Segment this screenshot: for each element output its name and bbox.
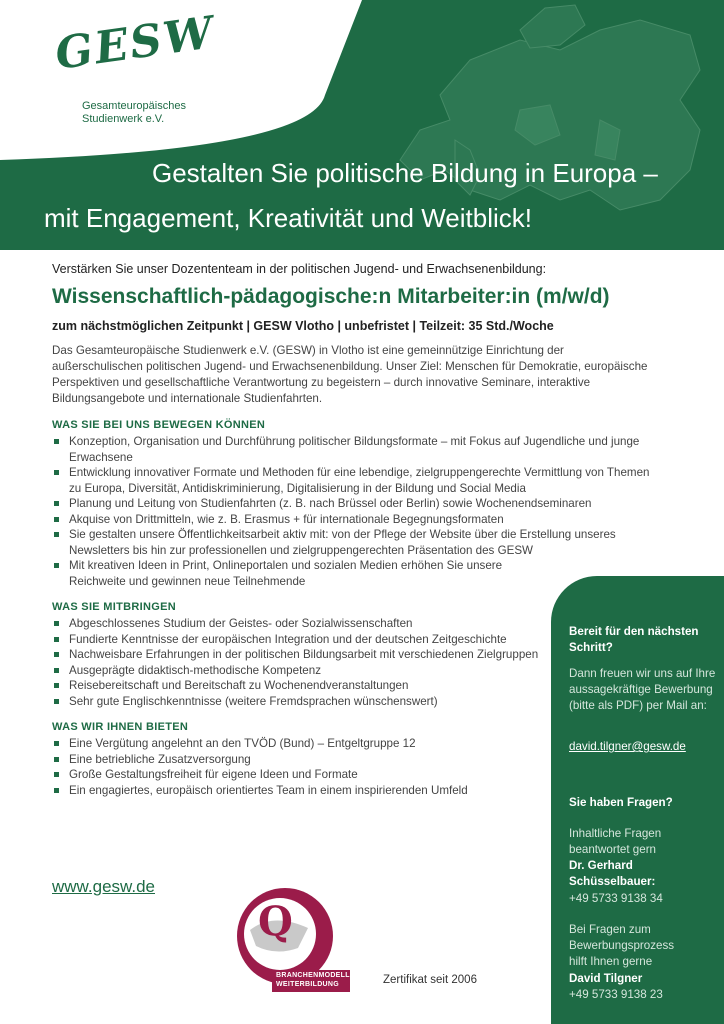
logo-subtitle [82, 100, 186, 126]
contact1-intro: Inhaltliche Fragen beantwortet gern [569, 827, 662, 856]
contact1-phone: +49 5733 9138 34 [569, 892, 663, 905]
section-heading-requirements: WAS SIE MITBRINGEN [52, 601, 176, 613]
list-item: Ein engagiertes, europäisch orientiertes Team in einem inspirierenden Umfeld [52, 783, 542, 799]
list-item: Reisebereitschaft und Bereitschaft zu Wochenendveranstaltungen [52, 678, 542, 694]
email-link[interactable]: david.tilgner@gesw.de [569, 740, 686, 753]
job-title: Wissenschaftlich-pädagogische:n Mitarbeiter:in (m/w/d) [52, 285, 610, 308]
questions-heading: Sie haben Fragen? [569, 796, 673, 809]
list-item: Eine Vergütung angelehnt an den TVÖD (Bund) – Entgeltgruppe 12 [52, 736, 542, 752]
logo-subtitle-line2: Studienwerk e.V. [82, 113, 165, 125]
benefits-list [52, 736, 542, 798]
contact-sidebar [551, 576, 724, 1024]
intro-text: Verstärken Sie unser Dozententeam in der politischen Jugend- und Erwachsenenbildung: [52, 262, 547, 276]
tasks-list [52, 434, 652, 589]
website-link[interactable]: www.gesw.de [52, 877, 155, 896]
headline-line2: mit Engagement, Kreativität und Weitblick! [44, 203, 532, 233]
requirements-list [52, 616, 542, 709]
list-item: Sie gestalten unsere Öffentlichkeitsarbeit aktiv mit: von der Pflege der Website über die Erstellung unseres Newsletters bis hin zur professionellen und zielgruppengerechten Präsentation des GESW [52, 527, 652, 558]
certificate-seal-icon [228, 886, 358, 996]
job-meta: zum nächstmöglichen Zeitpunkt | GESW Vlotho | unbefristet | Teilzeit: 35 Std./Woche [52, 319, 554, 333]
list-item: Abgeschlossenes Studium der Geistes- oder Sozialwissenschaften [52, 616, 542, 632]
section-heading-benefits: WAS WIR IHNEN BIETEN [52, 721, 189, 733]
list-item: Nachweisbare Erfahrungen in der politischen Bildungsarbeit mit verschiedenen Zielgruppen [52, 647, 542, 663]
logo-wordmark: GESW [52, 7, 219, 80]
certificate-text: Zertifikat seit 2006 [383, 974, 477, 986]
badge-line1: BRANCHENMODELL [276, 972, 350, 979]
cta-heading: Bereit für den nächsten Schritt? [569, 625, 699, 654]
headline-line1: Gestalten Sie politische Bildung in Europa – [152, 158, 658, 188]
organization-description: Das Gesamteuropäische Studienwerk e.V. (GESW) in Vlotho ist eine gemeinnützige Einrichtung der außerschulischen politischen Jugend- und Erwachsenenbildung. Unser Ziel: Menschen für Demokratie, europäische Perspektiven und gesellschaftliche Verantwortung zu begeistern – durch innovative Seminare, interaktive Bildungsangebote und internationale Studienfahrten. [52, 344, 648, 405]
contact2-intro: Bei Fragen zum Bewerbungsprozess hilft Ihnen gerne [569, 923, 675, 968]
header-banner [0, 0, 724, 250]
contact1-name: Dr. Gerhard Schüsselbauer: [569, 859, 656, 888]
contact2-phone: +49 5733 9138 23 [569, 988, 663, 1001]
badge-letter: Q [258, 898, 293, 945]
list-item: Große Gestaltungsfreiheit für eigene Ideen und Formate [52, 767, 542, 783]
list-item: Akquise von Drittmitteln, wie z. B. Erasmus + für internationale Begegnungsformaten [52, 512, 652, 528]
list-item: Fundierte Kenntnisse der europäischen Integration und der deutschen Zeitgeschichte [52, 632, 542, 648]
badge-line2: WEITERBILDUNG [276, 981, 340, 988]
list-item: Planung und Leitung von Studienfahrten (z. B. nach Brüssel oder Berlin) sowie Wochenendseminaren [52, 496, 652, 512]
contact2-name: David Tilgner [569, 972, 643, 985]
list-item: Eine betriebliche Zusatzversorgung [52, 752, 542, 768]
section-heading-tasks: WAS SIE BEI UNS BEWEGEN KÖNNEN [52, 419, 266, 431]
quality-certificate-badge [228, 886, 358, 1001]
list-item: Mit kreativen Ideen in Print, Onlineportalen und sozialen Medien erhöhen Sie unsere Reichweite und gewinnen neue Teilnehmende [52, 558, 559, 589]
list-item: Sehr gute Englischkenntnisse (weitere Fremdsprachen wünschenswert) [52, 694, 542, 710]
cta-text: Dann freuen wir uns auf Ihre aussagekräftige Bewerbung (bitte als PDF) per Mail an: [569, 667, 716, 712]
list-item: Konzeption, Organisation und Durchführung politischer Bildungsformate – mit Fokus auf Jugendliche und junge Erwachsene [52, 434, 652, 465]
list-item: Entwicklung innovativer Formate und Methoden für eine lebendige, zielgruppengerechte Vermittlung von Themen zu Europa, Diversität, Antidiskriminierung, Digitalisierung in der Bildung und Social Media [52, 465, 652, 496]
list-item: Ausgeprägte didaktisch-methodische Kompetenz [52, 663, 542, 679]
logo-subtitle-line1: Gesamteuropäisches [82, 100, 186, 112]
